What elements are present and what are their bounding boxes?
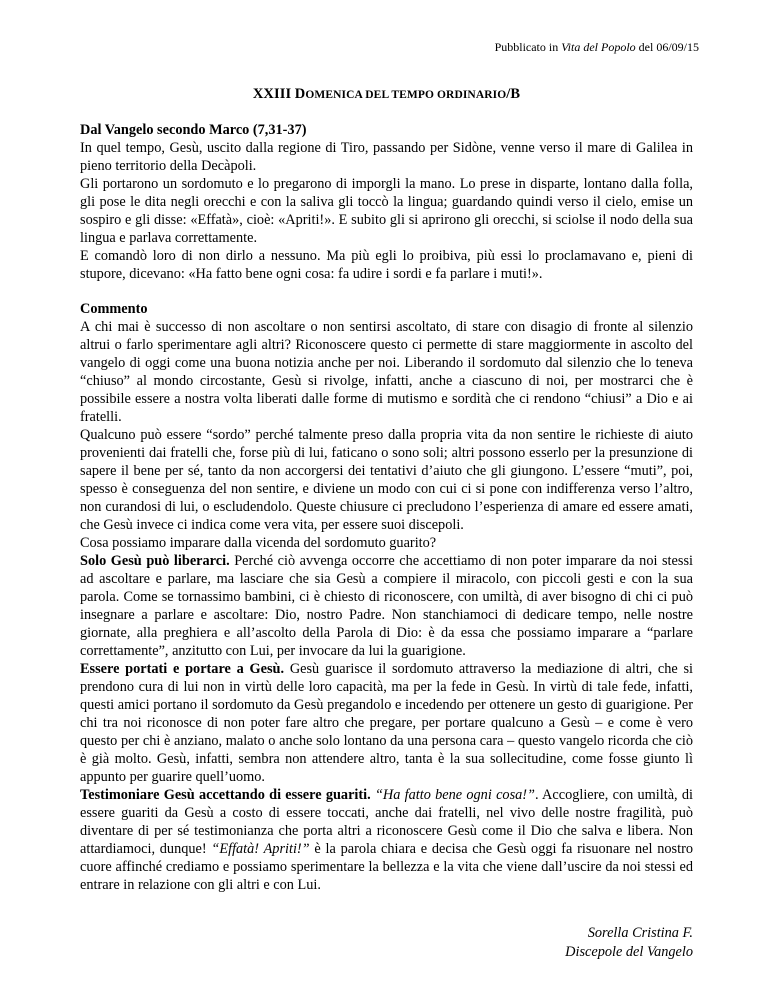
section-heading-inline: Testimoniare Gesù accettando di essere guariti. (80, 787, 371, 803)
section-heading-inline: Solo Gesù può liberarci. (80, 553, 230, 569)
page-title (80, 86, 693, 103)
gospel-paragraph: Gli portarono un sordomuto e lo pregarono di imporgli la mano. Lo prese in disparte, lontano dalla folla, gli pose le dita negli orecchi e con la saliva gli toccò la lingua; guardando quindi verso il cielo, emise un sospiro e gli disse: «Effatà», cioè: «Apriti!». E subito gli si aprirono gli orecchi, si sciolse il nodo della sua lingua e parlava correttamente. (80, 176, 693, 246)
comment-section (80, 300, 693, 894)
published-date: del 06/09/15 (638, 40, 699, 54)
author-community: Discepole del Vangelo (565, 944, 693, 960)
quote: “Ha fatto bene ogni cosa!” (374, 787, 535, 803)
comment-paragraph: A chi mai è successo di non ascoltare o non sentirsi ascoltato, di stare con disagio di fronte al silenzio altrui o farlo sperimentare agli altri? Riconoscere questo ci permette di stare maggiormente in ascolto del vangelo di oggi come una buona notizia anche per noi. Liberando il sordomuto dal silenzio che lo teneva “chiuso” al mondo circostante, Gesù si rivolge, infatti, anche a ciascuno di noi, per mostrarci che è possibile essere a nostra volta liberati dalle forme di mutismo e sordità che ci rendono “chiusi” a Dio e ai fratelli. (80, 319, 693, 425)
comment-paragraph: Cosa possiamo imparare dalla vicenda del sordomuto guarito? (80, 535, 437, 551)
gospel-heading: Dal Vangelo secondo Marco (7,31-37) (80, 122, 307, 138)
comment-heading: Commento (80, 301, 148, 317)
gospel-paragraph: E comandò loro di non dirlo a nessuno. Ma più egli lo proibiva, più essi lo proclamavano e, pieni di stupore, dicevano: «Ha fatto bene ogni cosa: fa udire i sordi e fa parlare i muti!». (80, 248, 693, 282)
published-prefix: Pubblicato in (494, 40, 559, 54)
section-text: . Accogliere, con umiltà, di essere guariti da Gesù a costo di essere toccati, anche dai fratelli, nel vivo delle nostre fragilità, può diventare di per sé testimonianza che porta altri a riconoscere Gesù come il Dio che salva e libera. Non attardiamoci, dunque! (80, 787, 693, 857)
section-heading-inline: Essere portati e portare a Gesù. (80, 661, 285, 677)
gospel-paragraph: In quel tempo, Gesù, uscito dalla regione di Tiro, passando per Sidòne, venne verso il mare di Galilea in pieno territorio della Decàpoli. (80, 140, 693, 174)
comment-paragraph (80, 660, 693, 786)
title-smallcaps: OMENICA DEL TEMPO ORDINARIO (305, 89, 507, 101)
comment-paragraph (80, 786, 693, 894)
comment-paragraph (80, 552, 693, 660)
comment-paragraph: Qualcuno può essere “sordo” perché talmente preso dalla propria vita da non sentire le richieste di aiuto provenienti dai fratelli che, forse più di lui, faticano o sono soli; altri possono esserlo per la presunzione di sapere il bene per sé, tanto da non accorgersi dei tentativi d’aiuto che gli giungono. L’essere “muti”, poi, spesso è conseguenza del non sentire, e diviene un modo con cui ci si pone con indifferenza verso l’altro, non curandosi di lui, o escludendolo. Queste chiusure ci precludono l’esperienza di amare ed essere amati, che Gesù invece ci indica come vera vita, per essere suoi discepoli. (80, 427, 693, 533)
title-initial: D (294, 86, 306, 102)
gospel-section (80, 121, 693, 283)
section-text: Gesù guarisce il sordomuto attraverso la mediazione di altri, che si prendono cura di lui non in virtù delle loro capacità, ma per la fede in Gesù. In virtù di tale fede, infatti, questi amici portano il sordomuto da Gesù pregandolo e incedendo per ottenere un gesto di guarigione. Per chi tra noi riconosce di non poter fare altro che pregare, per portare qualcuno a Gesù – e come è vero questo per chi è anziano, malato o anche solo lontano da una persona cara – questo vangelo ricorda che ciò è già molto. Gesù, infatti, sembra non attendere altro, tanta è la sua sollecitudine, come fosse giunto lì appunto per guarire quell’uomo. (80, 661, 693, 785)
section-text: è la parola chiara e decisa che Gesù oggi fa risuonare nel nostro cuore affinché crediamo e possiamo sperimentare la bellezza e la vita che viene dall’uscire da noi stessi ed entrare in relazione con gli altri e con Lui. (80, 841, 693, 893)
title-suffix: /B (506, 86, 521, 102)
title-number: XXIII (252, 86, 292, 102)
publication-name: Vita del Popolo (561, 40, 636, 54)
section-text: Perché ciò avvenga occorre che accettiamo di non poter imparare da noi stessi ad ascoltare e parlare, ma lasciare che sia Gesù a compiere il miracolo, con piccoli gesti e con la sua parola. Come se tornassimo bambini, ci è chiesto di riconoscere, con umiltà, di aver bisogno di chi ci può insegnare a parlare e ascoltare: Dio, nostro Padre. Non stanchiamoci di dedicare tempo, nelle nostre giornate, alla preghiera e all’ascolto della Parola di Dio: è da essa che possiamo imparare a “parlare correttamente”, anzitutto con Lui, per invocare da lui la guarigione. (80, 553, 693, 659)
quote: “Effatà! Apriti!” (211, 841, 310, 857)
author-name: Sorella Cristina F. (587, 925, 693, 941)
publication-note (80, 40, 699, 54)
signature (80, 924, 693, 962)
